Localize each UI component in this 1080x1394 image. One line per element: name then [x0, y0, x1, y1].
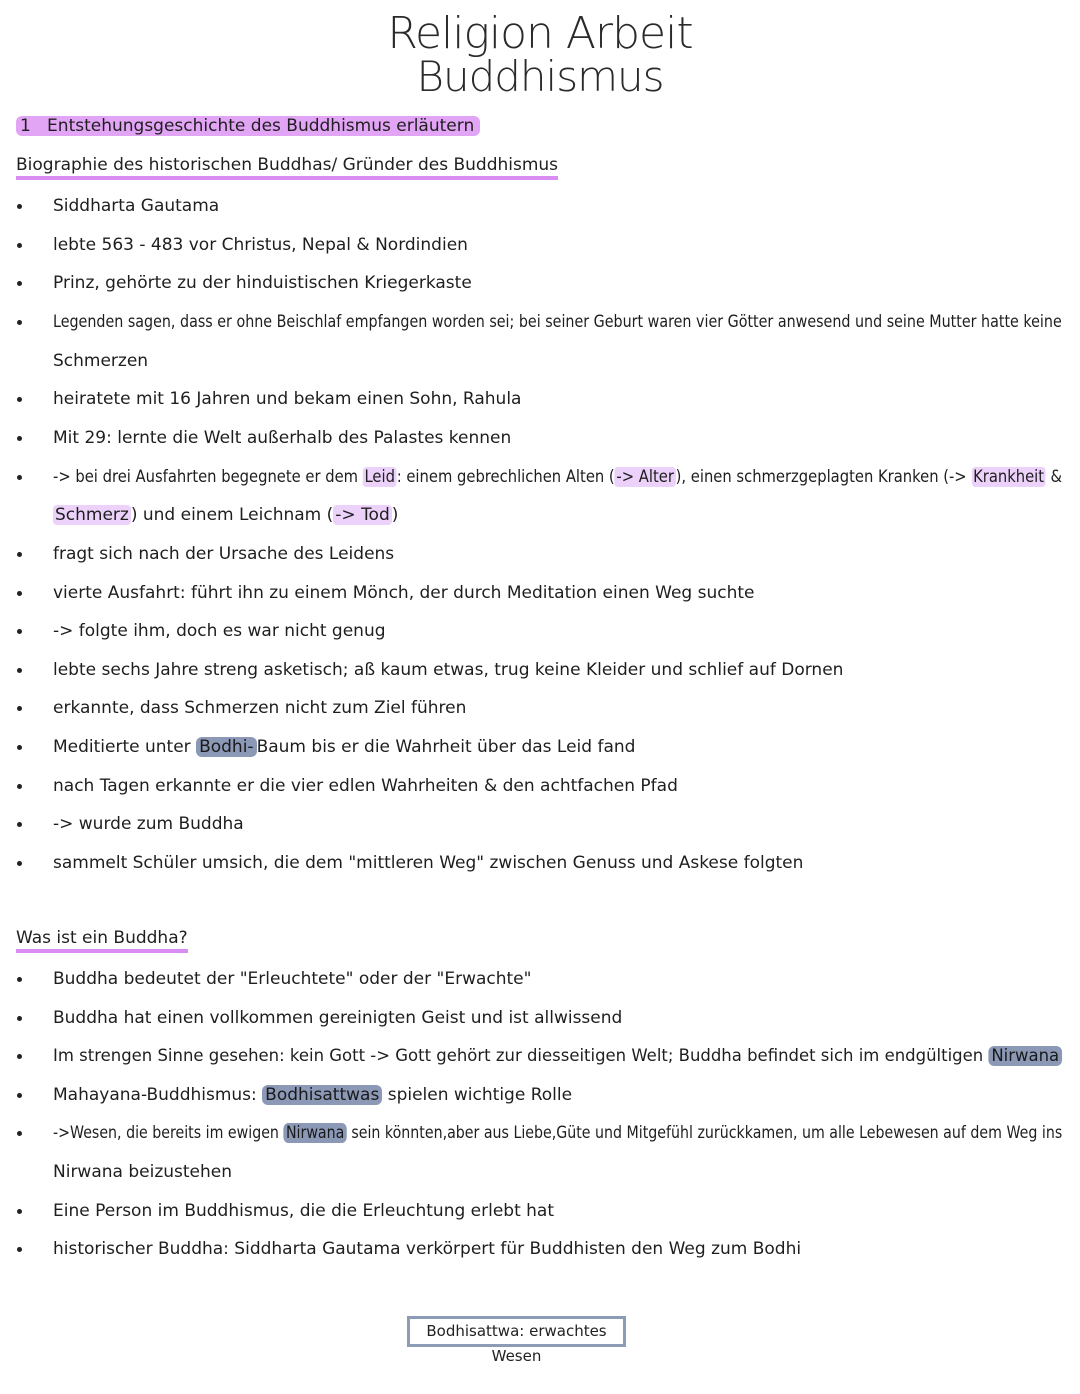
- bullet: [17, 1054, 22, 1059]
- section1-heading-text: Entstehungsgeschichte des Buddhismus erläutern: [47, 116, 475, 136]
- highlight-nirwana: Nirwana: [988, 1046, 1062, 1066]
- page-subtitle: Buddhismus: [416, 52, 664, 101]
- bullet: [17, 243, 22, 248]
- bullet: [17, 784, 22, 789]
- bullet: [17, 1093, 22, 1098]
- bullet: [17, 1247, 22, 1252]
- section1-heading: [16, 116, 480, 136]
- highlight-tod: -> Tod: [335, 505, 390, 525]
- bullet: [17, 475, 22, 480]
- bullet: [17, 1131, 22, 1136]
- bullet: [17, 1016, 22, 1021]
- highlight-schmerz: Schmerz: [55, 505, 129, 525]
- bullet: [17, 552, 22, 557]
- highlight-alter: -> Alter: [616, 467, 674, 487]
- section1-number: 1: [20, 116, 31, 136]
- highlight-krankheit: Krankheit: [973, 467, 1045, 487]
- bullet: [17, 977, 22, 982]
- section1-subheading: Biographie des historischen Buddhas/ Gründer des Buddhismus: [16, 155, 558, 175]
- bullet: [17, 629, 22, 634]
- section2-heading: Was ist ein Buddha?: [16, 928, 188, 948]
- bullet: [17, 320, 22, 325]
- bullet: [17, 1209, 22, 1214]
- bullet: [17, 591, 22, 596]
- bullet: [17, 397, 22, 402]
- bullet: [17, 745, 22, 750]
- bullet: [17, 281, 22, 286]
- highlight-bodhisattwas: Bodhisattwas: [262, 1085, 382, 1105]
- bullet: [17, 706, 22, 711]
- definition-box: Bodhisattwa: erwachtes Wesen: [407, 1316, 626, 1347]
- highlight-bodhi: Bodhi-: [196, 737, 257, 757]
- bullet: [17, 668, 22, 673]
- page-title: Religion Arbeit: [387, 8, 693, 59]
- bullet: [17, 822, 22, 827]
- highlight-nirwana: Nirwana: [283, 1123, 346, 1143]
- highlight-leid: Leid: [364, 467, 395, 487]
- bullet: [17, 861, 22, 866]
- bullet: [17, 436, 22, 441]
- bullet: [17, 204, 22, 209]
